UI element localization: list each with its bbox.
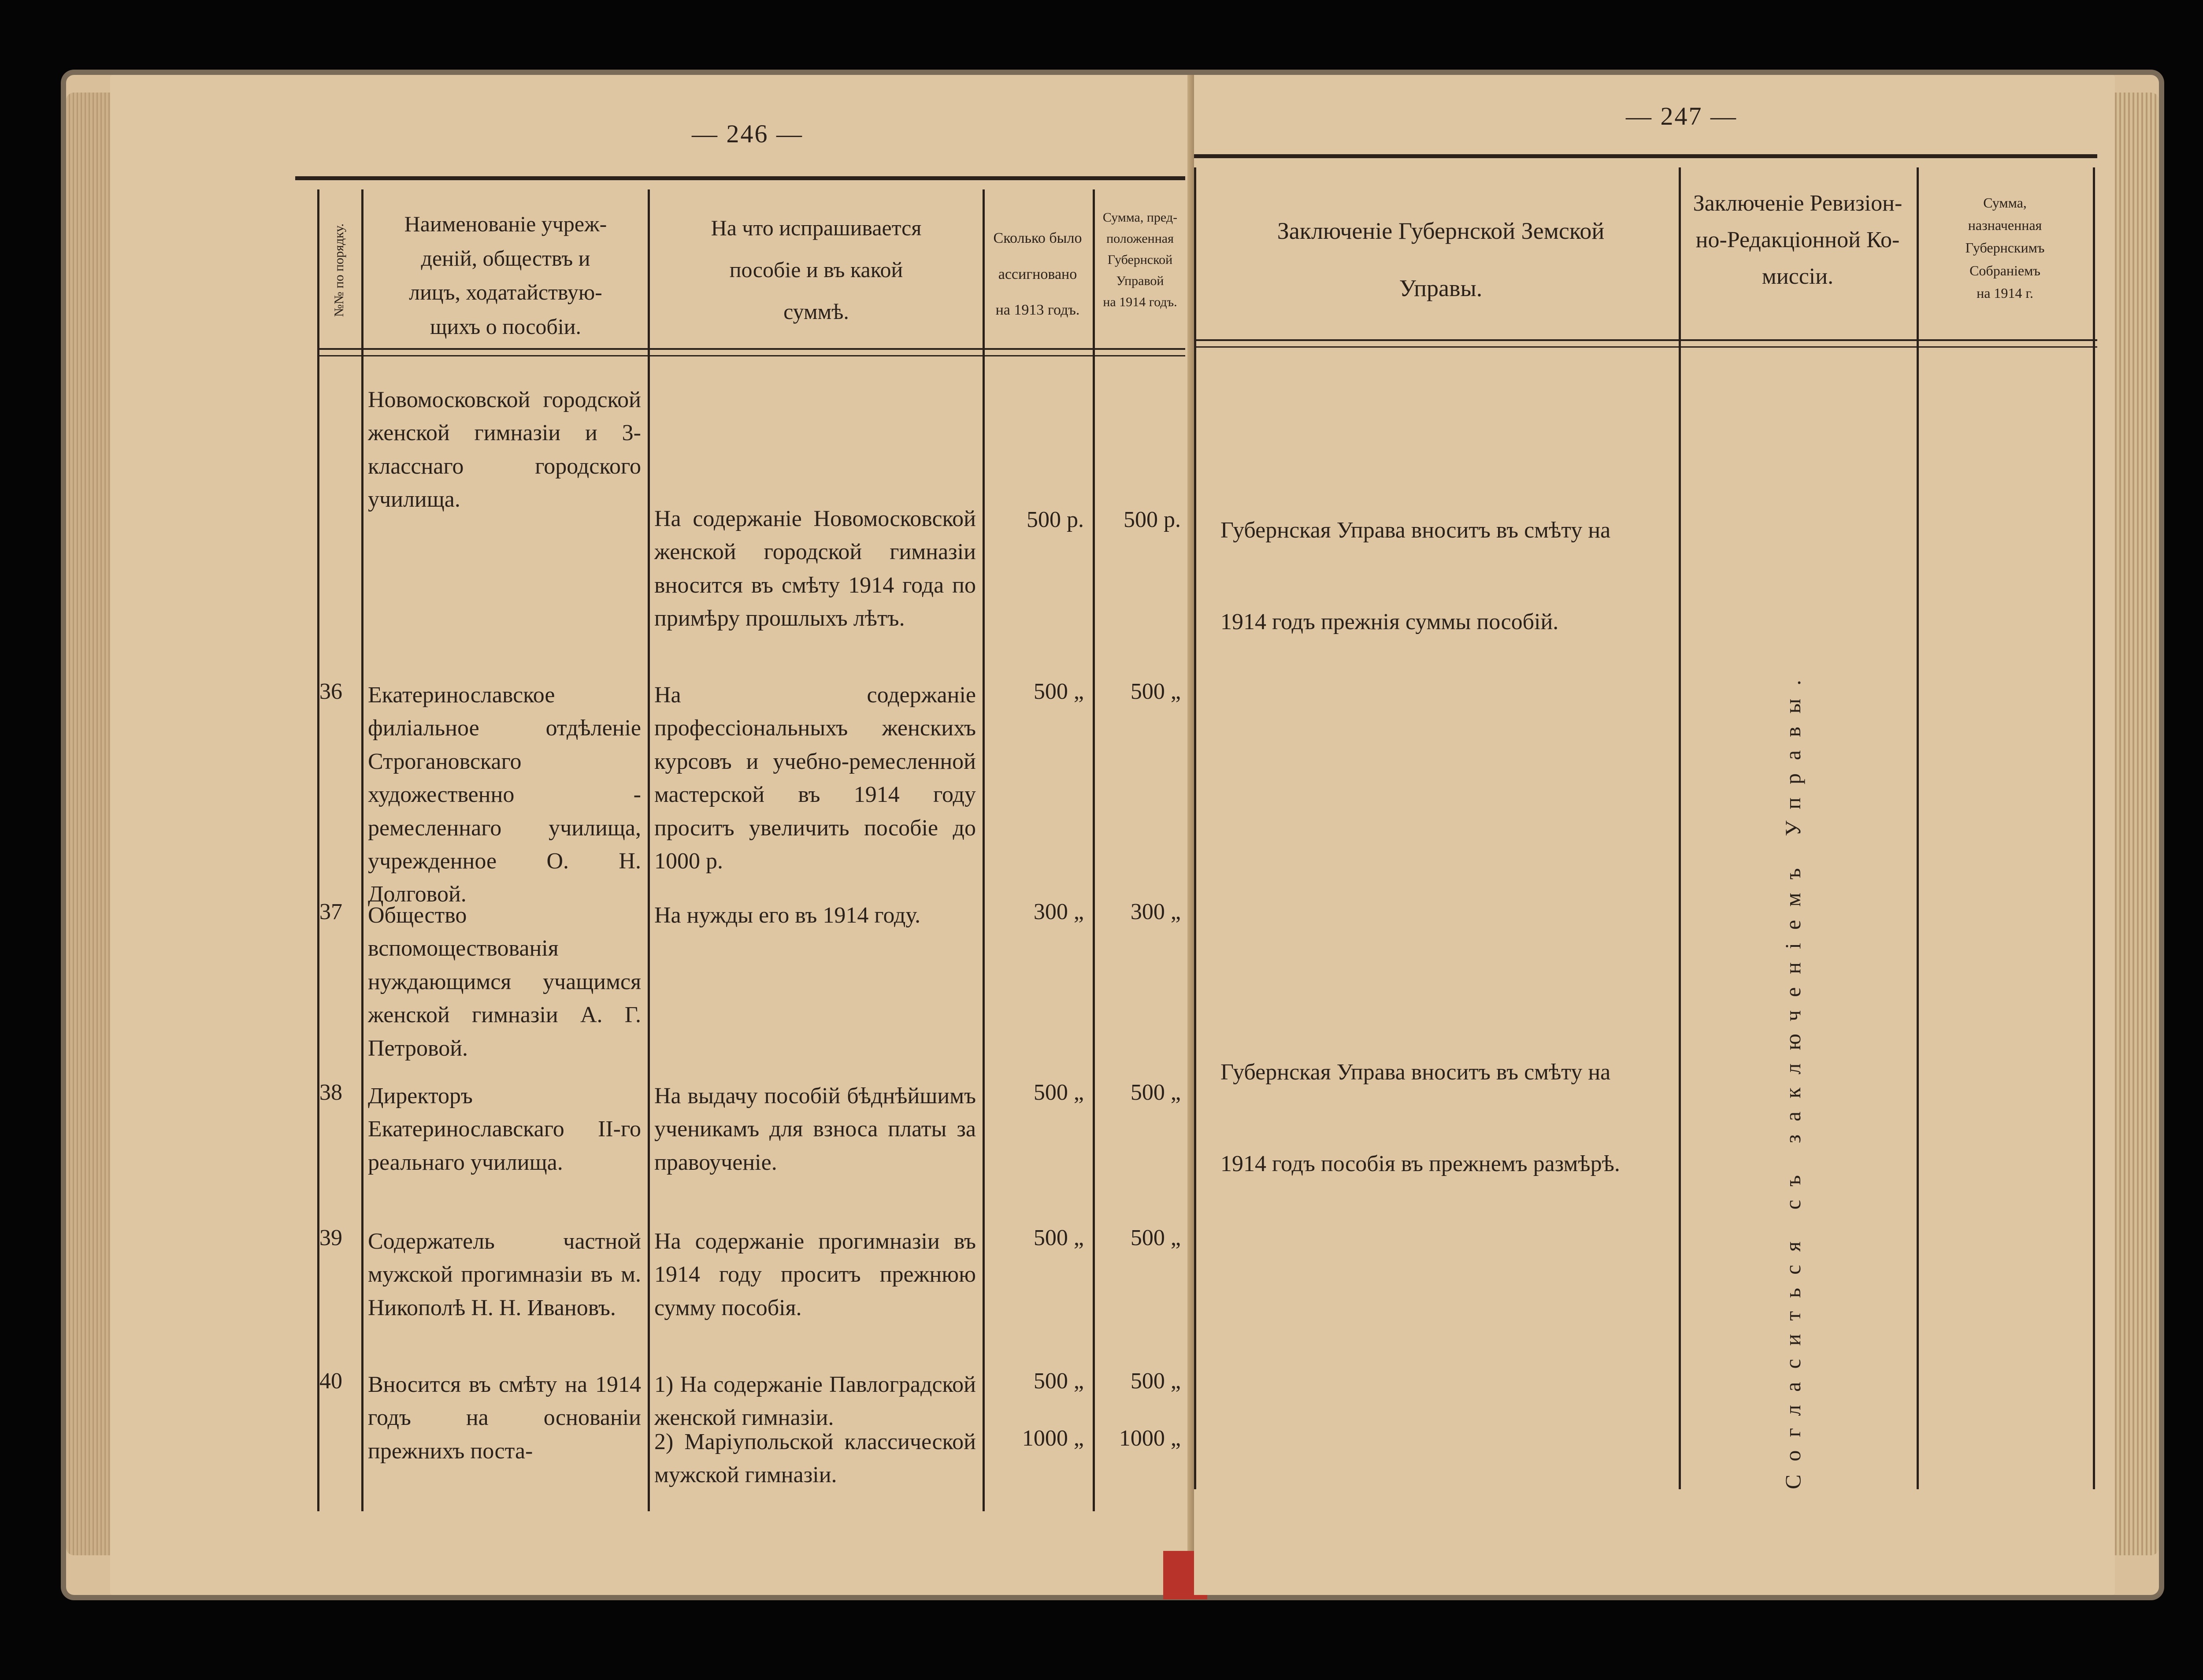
row-assigned: 500 „ xyxy=(1033,1225,1084,1250)
zemstvo-verdict: Губернская Управа вноситъ въ смѣту на 1914 годъ пособія въ прежнемъ размѣрѣ. xyxy=(1220,1060,1620,1176)
page-number: — 247 — xyxy=(1626,102,1737,130)
header-rule xyxy=(317,348,1185,350)
row-name: Директоръ Екатеринославскаго II-го реальнаго училища. xyxy=(368,1083,641,1175)
commission-verdict: Согласиться съ заключеніемъ Управы. xyxy=(1780,667,1805,1489)
row-number: 40 xyxy=(319,1368,342,1394)
header-rule xyxy=(1194,339,2097,341)
row-assigned: 500 р. xyxy=(1027,507,1084,532)
col-header-assigned: Сумма, назначенная Губернскимъ Собраніемъ на 1914 г. xyxy=(1965,195,2045,301)
col-header-proposed-1914: Сумма, пред- положенная Губернской Управой на 1914 годъ. xyxy=(1102,210,1178,309)
page-edges-left xyxy=(66,93,115,1555)
row-proposed: 1000 „ xyxy=(1119,1426,1181,1451)
row-assigned: 500 „ xyxy=(1033,1080,1084,1105)
row-purpose: На содержаніе прогимназіи въ 1914 году проситъ прежнюю сумму пособія. xyxy=(654,1229,976,1320)
row-purpose: 2) Маріупольской классической мужской гимназіи. xyxy=(654,1429,976,1488)
row-purpose: На содержаніе профессіональныхъ женскихъ курсовъ и учебно-ремесленной мастерской въ 1914 году проситъ увеличить пособіе до 1000 р. xyxy=(654,682,976,874)
row-proposed: 500 „ xyxy=(1130,1080,1181,1105)
col-line xyxy=(317,189,319,1511)
row-proposed: 500 „ xyxy=(1130,679,1181,704)
row-proposed: 300 „ xyxy=(1130,899,1181,924)
col-line xyxy=(648,189,650,1511)
row-assigned: 300 „ xyxy=(1033,899,1084,924)
col-header-revision: Заключеніе Ревизіон- но-Редакціонной Ко- миссіи. xyxy=(1693,191,1903,289)
top-rule xyxy=(1194,154,2097,158)
row-proposed: 500 „ xyxy=(1130,1368,1181,1394)
row-purpose: На выдачу пособій бѣднѣйшимъ ученикамъ для взноса платы за правоученіе. xyxy=(654,1083,976,1175)
col-header-name: Наименованіе учреж- деній, обществъ и лицъ, ходатайствую- щихъ о пособіи. xyxy=(404,211,607,339)
row-purpose: 1) На содержаніе Павлоградской женской гимназіи. xyxy=(654,1372,976,1431)
row-assigned: 1000 „ xyxy=(1022,1426,1084,1451)
right-page xyxy=(1194,75,2115,1595)
row-number: 38 xyxy=(319,1080,342,1105)
col-line xyxy=(1679,167,1681,1489)
col-line xyxy=(983,189,985,1511)
col-line xyxy=(1093,189,1095,1511)
col-header-zemstvo: Заключеніе Губернской Земской Управы. xyxy=(1277,218,1605,301)
row-purpose: На нужды его въ 1914 году. xyxy=(654,903,921,928)
top-rule xyxy=(295,176,1185,180)
page-edges-right xyxy=(2110,93,2159,1555)
row-proposed: 500 р. xyxy=(1124,507,1181,532)
open-book xyxy=(66,75,2159,1595)
row-purpose: На содержаніе Новомосковской женской городской гимназіи вносится въ смѣту 1914 года по примѣру прошлыхъ лѣтъ. xyxy=(654,506,976,631)
row-number: 36 xyxy=(319,679,342,704)
row-number: 37 xyxy=(319,899,342,924)
row-assigned: 500 „ xyxy=(1033,1368,1084,1394)
header-rule-2 xyxy=(1194,346,2097,348)
page-number: — 246 — xyxy=(692,119,803,148)
row-number: 39 xyxy=(319,1225,342,1250)
row-name: Екатеринославское филіальное отдѣленіе Строгановскаго художественно - ремесленнаго училища, учрежденное О. Н. Долговой. xyxy=(368,682,641,907)
col-header-num: №№ по порядку. xyxy=(331,223,346,317)
row-name: Содержатель частной мужской прогимназіи въ м. Никополѣ Н. Н. Ивановъ. xyxy=(368,1229,641,1320)
col-line xyxy=(2093,167,2095,1489)
header-rule-2 xyxy=(317,355,1185,356)
col-header-purpose: На что испрашивается пособіе и въ какой суммѣ. xyxy=(711,215,922,324)
left-page xyxy=(110,75,1194,1595)
row-assigned: 500 „ xyxy=(1033,679,1084,704)
row-name: Общество вспомоществованія нуждающимся учащимся женской гимназіи А. Г. Петровой. xyxy=(368,903,641,1061)
zemstvo-verdict: Губернская Управа вноситъ въ смѣту на 1914 годъ прежнія суммы пособій. xyxy=(1220,518,1611,634)
col-line xyxy=(1917,167,1919,1489)
col-line xyxy=(1194,167,1196,1489)
col-header-assigned-1913: Сколько было ассигновано на 1913 годъ. xyxy=(993,230,1082,319)
row-name: Вносится въ смѣту на 1914 годъ на основаніи прежнихъ поста- xyxy=(368,1372,641,1464)
row-name: Новомосковской городской женской гимназіи и 3-класснаго городского училища. xyxy=(368,387,641,512)
row-proposed: 500 „ xyxy=(1130,1225,1181,1250)
col-line xyxy=(361,189,363,1511)
